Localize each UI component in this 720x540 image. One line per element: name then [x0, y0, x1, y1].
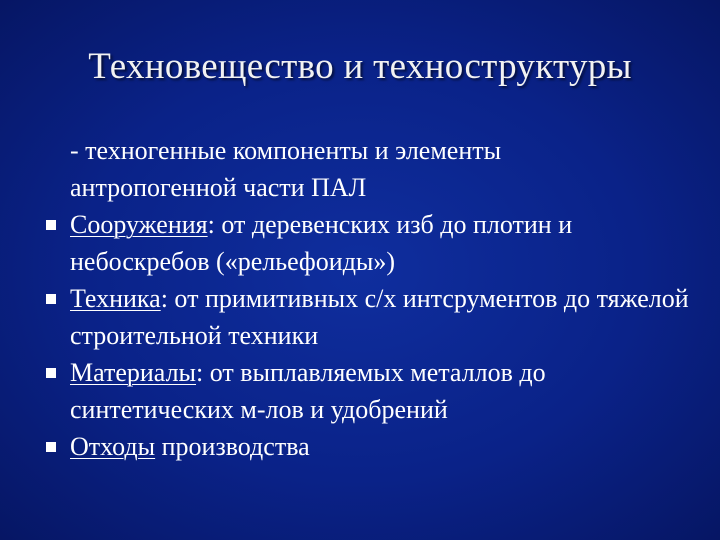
bullet-text: : от примитивных с/х интсрументов до тяжелой строительной техники [70, 284, 689, 350]
bullet-text: производства [155, 432, 310, 461]
slide-content [46, 132, 696, 465]
square-bullet-icon [46, 220, 56, 230]
intro-line-2: антропогенной части ПАЛ [70, 173, 367, 202]
intro-line-1: - техногенные компоненты и элементы [70, 136, 502, 165]
square-bullet-icon [46, 294, 56, 304]
bullet-item-waste [46, 428, 696, 465]
bullet-term: Отходы [70, 432, 156, 461]
bullet-term: Сооружения [70, 210, 208, 239]
bullet-item-materials [46, 354, 696, 428]
bullet-item-structures [46, 206, 696, 280]
bullet-item-machinery [46, 280, 696, 354]
square-bullet-icon [46, 442, 56, 452]
square-bullet-icon [46, 368, 56, 378]
bullet-term: Техника [70, 284, 161, 313]
intro-text [46, 132, 696, 206]
bullet-text: : от деревенских изб до плотин и небоскребов («рельефоиды») [70, 210, 573, 276]
slide-title: Техновещество и техноструктуры [88, 46, 632, 87]
bullet-text: : от выплавляемых металлов до синтетических м-лов и удобрений [70, 358, 546, 424]
bullet-term: Материалы [70, 358, 197, 387]
